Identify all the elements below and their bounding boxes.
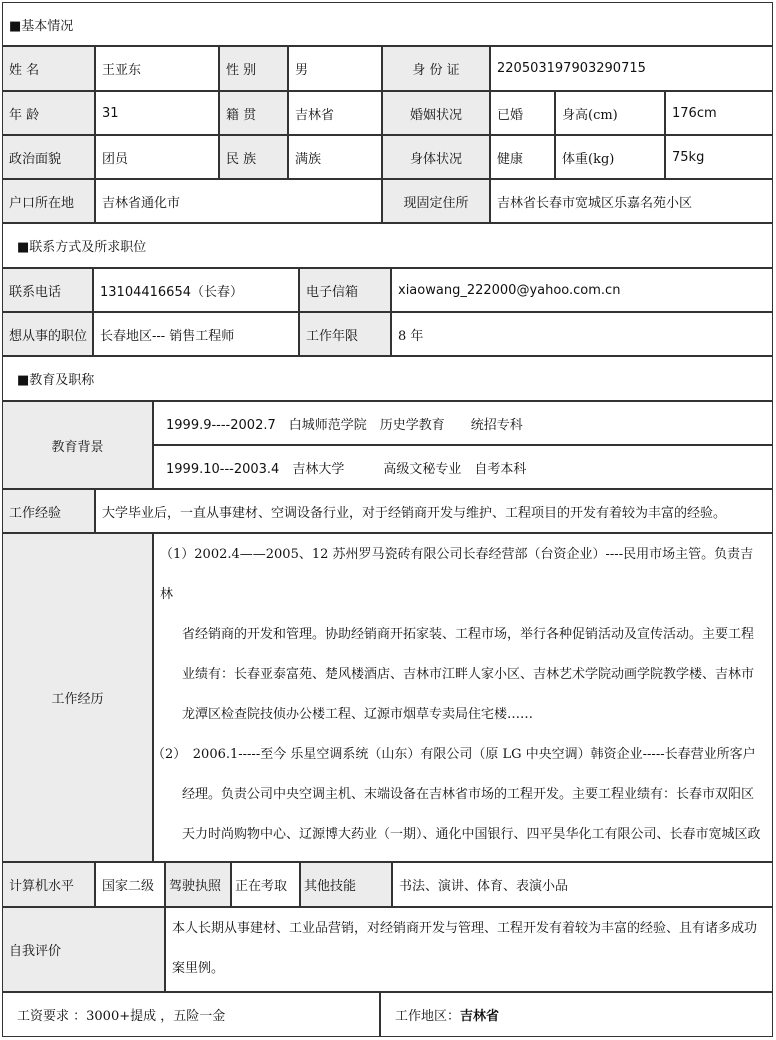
age-label: 年 龄: [2, 91, 95, 135]
history-entry-2-head: （2） 2006.1-----至今 乐星空调系统（山东）有限公司（原 LG 中央空调）韩资企业-----长春营业所客户: [152, 747, 756, 762]
work-region: [380, 992, 773, 1037]
political-label: 政治面貌: [2, 135, 95, 179]
marital-label: 婚姻状况: [382, 91, 490, 135]
section-title: ■教育及职称: [17, 373, 95, 388]
name-value: 王亚东: [95, 46, 219, 91]
experience-label: 工作经验: [2, 489, 95, 533]
salary-requirement: 工资要求 ：3000+提成 ，五险一金: [2, 992, 380, 1037]
region-label: 工作地区：: [395, 1009, 461, 1024]
ethnic-label: 民 族: [219, 135, 288, 179]
age-value: 31: [95, 91, 219, 135]
position-value: 长春地区--- 销售工程师: [93, 312, 299, 356]
section-title: ■联系方式及所求职位: [17, 240, 147, 255]
computer-label: 计算机水平: [2, 862, 95, 907]
phone-value: 13104416654（长春）: [93, 268, 299, 312]
history-entry-1-body: 省经销商的开发和管理。协助经销商开拓家装、工程市场，举行各种促销活动及宣传活动。主要工程业绩有：长春亚泰富苑、楚风楼酒店、吉林市江畔人家小区、吉林艺术学院动画学院教学楼、吉林市龙潭区检查院技侦办公楼工程、辽源市烟草专卖局住宅楼……: [182, 627, 755, 722]
self-eval-label: 自我评价: [2, 907, 165, 992]
section-title: ■基本情况: [9, 18, 74, 34]
history-label: 工作经历: [2, 533, 153, 862]
weight-value: 75kg: [665, 135, 773, 179]
phone-label: 联系电话: [2, 268, 93, 312]
license-value: 正在考取: [231, 862, 300, 907]
hukou-value: 吉林省通化市: [95, 179, 382, 223]
section-contact-header: [2, 223, 773, 268]
position-label: 想从事的职位: [2, 312, 93, 356]
gender-label: 性 别: [219, 46, 288, 91]
height-value: 176cm: [665, 91, 773, 135]
other-label: 其他技能: [300, 862, 392, 907]
section-basic-header: [2, 2, 773, 46]
education-entry: 1999.10---2003.4 吉林大学 高级文秘专业 自考本科: [153, 445, 773, 489]
id-value: 220503197903290715: [490, 46, 773, 91]
history-entry-2-body: 经理。负责公司中央空调主机、末端设备在吉林省市场的工程开发。主要工程业绩有：长春市双阳区天力时尚购物中心、辽源博大药业（一期）、通化中国银行、四平昊华化工有限公司、长春市宽城区政: [182, 787, 761, 842]
name-label: 姓 名: [2, 46, 95, 91]
marital-value: 已婚: [490, 91, 555, 135]
other-value: 书法、演讲、体育、表演小品: [392, 862, 773, 907]
residence-label: 现固定住所: [382, 179, 490, 223]
history-entry-1-head: （1）2002.4——2005、12 苏州罗马瓷砖有限公司长春经营部（台资企业）----民用市场主管。负责吉林: [160, 547, 754, 602]
native-value: 吉林省: [288, 91, 382, 135]
region-value: 吉林省: [460, 1009, 500, 1024]
education-label: 教育背景: [2, 401, 153, 489]
years-label: 工作年限: [299, 312, 391, 356]
license-label: 驾驶执照: [165, 862, 231, 907]
email-label: 电子信箱: [299, 268, 391, 312]
years-value: 8 年: [391, 312, 773, 356]
id-label: 身 份 证: [382, 46, 490, 91]
height-label: 身高(cm): [555, 91, 665, 135]
weight-label: 体重(kg): [555, 135, 665, 179]
computer-value: 国家二级: [95, 862, 165, 907]
health-label: 身体状况: [382, 135, 490, 179]
residence-value: 吉林省长春市宽城区乐嘉名苑小区: [490, 179, 773, 223]
email-value: xiaowang_222000@yahoo.com.cn: [391, 268, 773, 312]
section-education-header: [2, 356, 773, 401]
ethnic-value: 满族: [288, 135, 382, 179]
experience-text: 大学毕业后，一直从事建材、空调设备行业，对于经销商开发与维护、工程项目的开发有着较为丰富的经验。: [95, 489, 773, 533]
health-value: 健康: [490, 135, 555, 179]
education-entry: 1999.9----2002.7 白城师范学院 历史学教育 统招专科: [153, 401, 773, 445]
native-label: 籍 贯: [219, 91, 288, 135]
political-value: 团员: [95, 135, 219, 179]
gender-value: 男: [288, 46, 382, 91]
hukou-label: 户口所在地: [2, 179, 95, 223]
history-text: [153, 533, 773, 862]
self-eval-text: 本人长期从事建材、工业品营销，对经销商开发与管理、工程开发有着较为丰富的经验、且有诸多成功案里例。: [165, 907, 773, 992]
